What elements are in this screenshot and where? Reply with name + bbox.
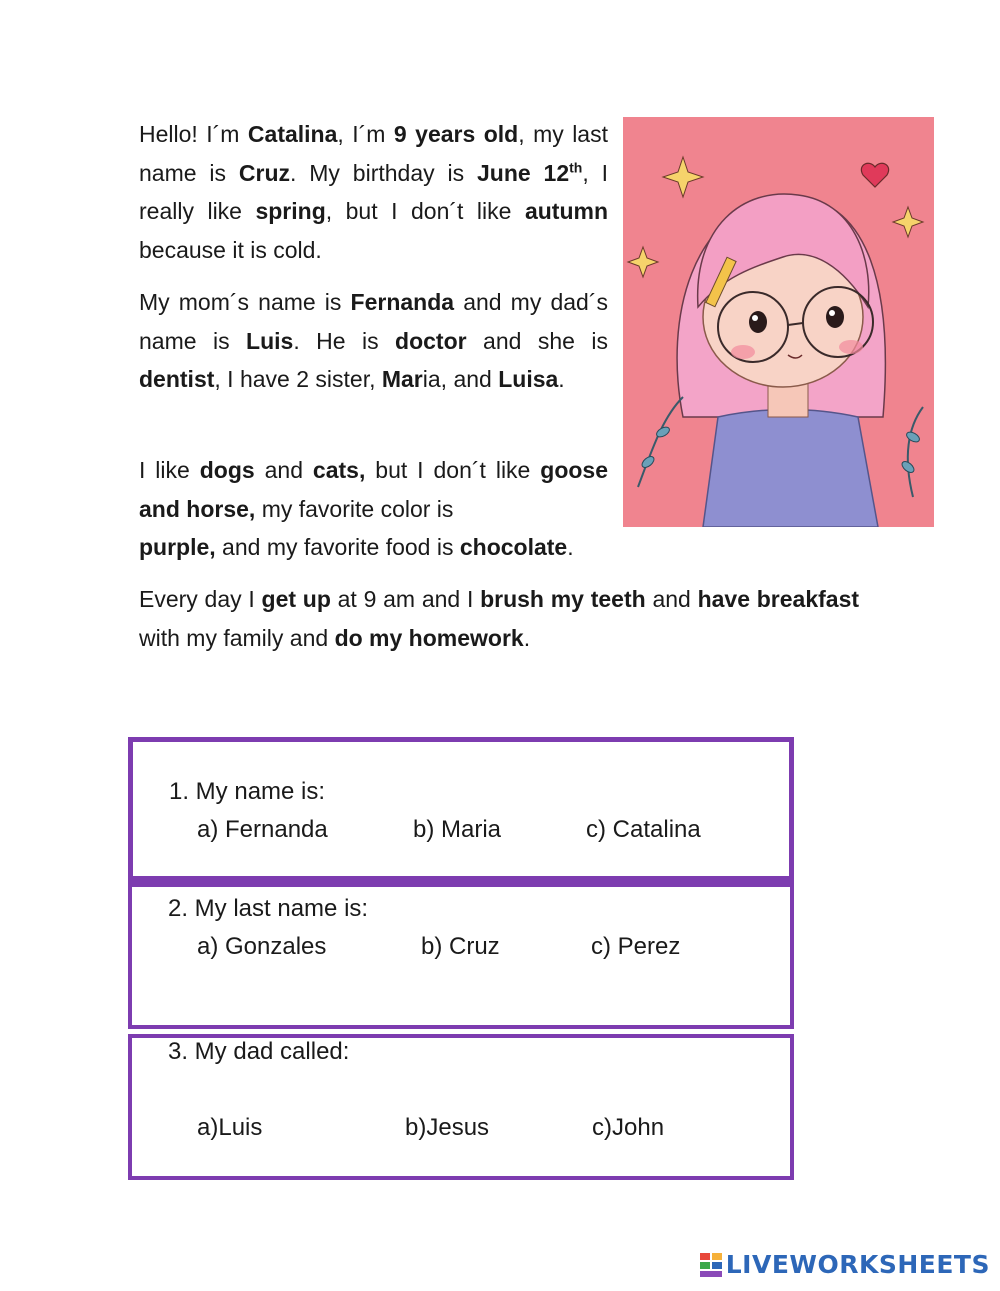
story-text: , my last name is [139,121,608,186]
story-text: , I´m [337,121,394,147]
story-bold: get up [261,586,331,612]
story-bold: Mar [381,366,423,393]
story-paragraph-3 [139,451,608,567]
story-line-overflow [139,528,659,567]
story-text: because it is cold. [139,237,322,264]
story-text: Hello! I´m [139,121,248,147]
question-box-2 [128,883,794,1029]
story-text: . [567,534,574,561]
story-bold: cats, [312,457,366,483]
story-bold: purple, [139,534,216,561]
option-c[interactable]: c) Perez [591,933,681,960]
story-text: my favorite color is [255,495,454,522]
story-bold: goose and horse, [139,457,608,522]
story-bold: chocolate [459,534,568,561]
story-paragraph-2 [139,283,608,399]
girl-illustration [623,117,934,527]
story-bold: spring [255,198,326,225]
story-bold: dentist [139,366,215,393]
story-text: , but I don´t like [325,198,525,225]
story-paragraph-4 [139,580,859,657]
brand-name: LIVEWORKSHEETS [725,1250,990,1279]
story-text: and [254,457,313,483]
option-b[interactable]: b) Maria [413,816,502,843]
story-bold: doctor [395,327,467,354]
story-text: . My birthday is [290,159,477,186]
story-text: and [645,586,698,612]
story-text: but I don´t like [365,457,541,483]
question-text: 3. My dad called: [168,1038,350,1065]
liveworksheets-brand [700,1250,990,1279]
option-c[interactable]: c) Catalina [586,816,701,843]
story-bold: autumn [524,198,608,225]
story-text: with my family and [139,624,335,651]
story-text: , I really like [139,159,608,225]
story-bold: Luisa [498,366,559,393]
option-a[interactable]: a) Gonzales [197,933,327,960]
story-text: . [558,366,565,393]
story-bold: Catalina [247,121,338,147]
option-a[interactable]: a) Fernanda [197,816,328,843]
story-text: I like [139,457,200,483]
story-text: . [523,624,531,651]
story-bold: June 12th [476,159,583,186]
story-paragraph-1 [139,115,608,270]
story-bold: 9 years old [393,121,519,147]
story-text: ia, and [422,366,499,393]
story-text: and my favorite food is [215,534,460,561]
story-bold: dogs [199,457,255,483]
story-text: Every day I [139,586,262,612]
story-text: and my dad´s name is [139,289,608,354]
story-text: at 9 am and I [330,586,481,612]
question-text: 2. My last name is: [168,895,369,922]
story-bold: brush my teeth [480,586,646,612]
story-text: and she is [466,327,608,354]
question-text: 1. My name is: [169,778,326,805]
option-c[interactable]: c)John [592,1114,665,1141]
story-bold: do my homework [334,624,524,651]
story-text: . He is [293,327,396,354]
option-a[interactable]: a)Luis [197,1114,263,1141]
question-box-3 [128,1034,794,1180]
story-text: , I have 2 sister, [214,366,382,393]
story-bold: have breakfast [697,586,860,612]
story-text: My mom´s name is [139,289,351,315]
story-bold: Luis [246,327,294,354]
ordinal-suffix: th [569,159,583,176]
option-b[interactable]: b)Jesus [405,1114,490,1141]
option-b[interactable]: b) Cruz [421,933,500,960]
question-box-1 [128,737,794,883]
liveworksheets-logo-icon [700,1253,722,1277]
story-bold: Cruz [238,159,291,186]
story-bold: Fernanda [350,289,455,315]
